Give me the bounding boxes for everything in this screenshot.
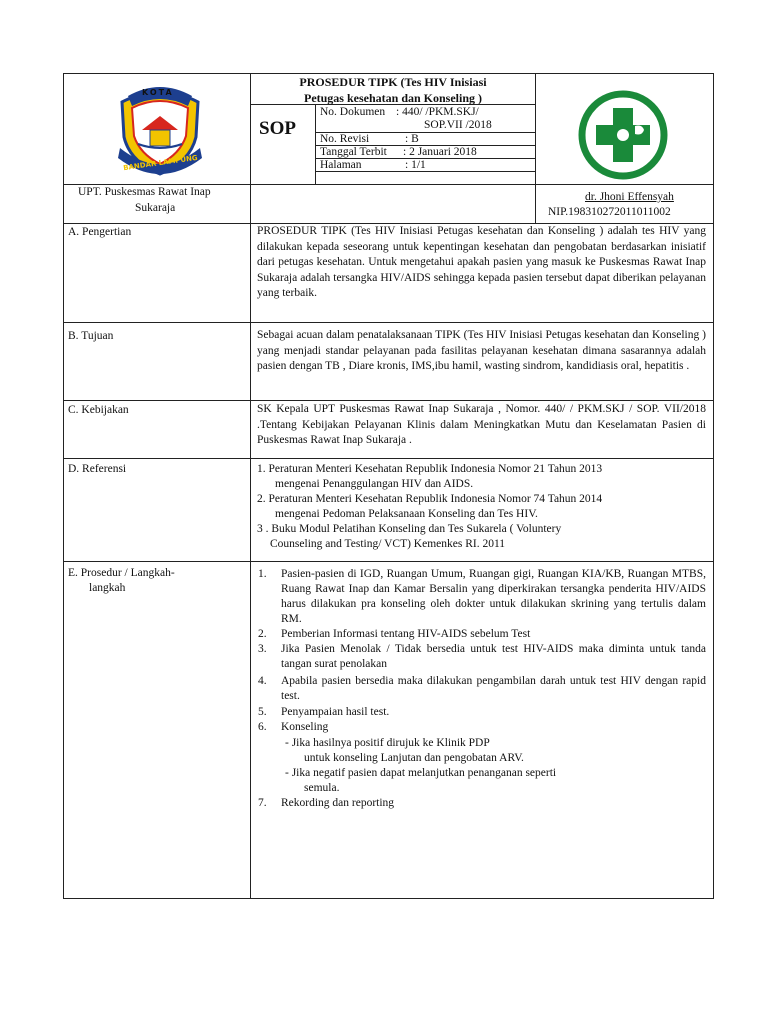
doc-no-value: : 440/ /PKM.SKJ/ [396, 106, 479, 118]
institution-line-2: Sukaraja [135, 202, 176, 214]
procedure-1-num: 1. [258, 568, 267, 580]
doc-no-label: No. Dokumen [320, 106, 386, 118]
section-e-label-line-1: E. Prosedur / Langkah- [68, 567, 175, 579]
revision-value: : B [405, 133, 419, 145]
document-title [252, 74, 534, 106]
procedure-3-text: Jika Pasien Menolak / Tidak bersedia untuk test HIV-AIDS maka diminta untuk tanda tangan surat penolakan [281, 643, 706, 670]
konseling-sub-2-line-1: - Jika negatif pasien dapat melanjutkan penanganan seperti [285, 767, 557, 779]
procedure-6-num: 6. [258, 721, 267, 733]
procedure-3-num: 3. [258, 643, 267, 655]
procedure-6-text: Konseling [281, 721, 329, 733]
city-emblem-logo [110, 82, 210, 177]
section-a-label: A. Pengertian [68, 226, 132, 238]
issue-date-label: Tanggal Terbit [320, 146, 387, 158]
page-label: Halaman [320, 159, 362, 171]
konseling-sub-1-line-2: untuk konseling Lanjutan dan pengobatan ARV. [304, 752, 524, 764]
procedure-7-text: Rekording dan reporting [281, 797, 395, 809]
konseling-sub-2-line-2: semula. [304, 782, 340, 794]
signer-nip: NIP.198310272011011002 [548, 206, 671, 218]
procedure-2-text: Pemberian Informasi tentang HIV-AIDS sebelum Test [281, 628, 531, 640]
sop-label: SOP [259, 118, 296, 139]
procedure-5-num: 5. [258, 706, 267, 718]
reference-item-2-line-2: mengenai Pedoman Pelaksanaan Konseling dan Tes HIV. [275, 508, 538, 520]
doc-no-value-2: SOP.VII /2018 [424, 119, 492, 131]
title-line-1: PROSEDUR TIPK (Tes HIV Inisiasi [299, 75, 487, 89]
logo-text-bottom: BANDAR LAMPUNG [122, 153, 199, 173]
section-e-label-line-2: langkah [89, 582, 126, 594]
procedure-5-text: Penyampaian hasil test. [281, 706, 390, 718]
reference-item-3-line-2: Counseling and Testing/ VCT) Kemenkes RI. 2011 [270, 538, 506, 550]
institution-line-1: UPT. Puskesmas Rawat Inap [78, 186, 211, 198]
reference-item-1-line-2: mengenai Penanggulangan HIV dan AIDS. [275, 478, 474, 490]
section-b-text: Sebagai acuan dalam penatalaksanaan TIPK (Tes HIV Inisiasi Petugas kesehatan dan Konseling ) yang menjadi standar pelayanan pada fasilitas pelayanan kesehatan dimana sasarannya adalah pasien dengan TB , Diare kronis, IMS,ibu hamil, wasting sindrom, kandidiasis oral, hepatitis . [257, 329, 706, 372]
revision-label: No. Revisi [320, 133, 370, 145]
title-line-2: Petugas kesehatan dan Konseling ) [303, 91, 483, 105]
procedure-1-text: Pasien-pasien di IGD, Ruangan Umum, Ruangan gigi, Ruangan KIA/KB, Ruangan MTBS, Ruang Rawat Inap dan Kamar Bersalin yang diperkirakan tersangka penderita HIV/AIDS harus dilakukan pra konseling oleh dokter untuk dilakukan skrining yang tertulis dalam RM. [281, 568, 706, 625]
section-d-label: D. Referensi [68, 463, 127, 475]
section-c-label: C. Kebijakan [68, 404, 129, 416]
issue-date-value: : 2 Januari 2018 [403, 146, 477, 158]
logo-text-top: KOTA [142, 88, 174, 97]
procedure-4-num: 4. [258, 675, 267, 687]
konseling-sub-1-line-1: - Jika hasilnya positif dirujuk ke Klinik PDP [285, 737, 490, 749]
procedure-4-text: Apabila pasien bersedia maka dilakukan pengambilan darah untuk test HIV dengan rapid test. [281, 675, 706, 702]
signer-name: dr. Jhoni Effensyah [585, 191, 674, 203]
procedure-2-num: 2. [258, 628, 267, 640]
reference-item-1-line-1: 1. Peraturan Menteri Kesehatan Republik Indonesia Nomor 21 Tahun 2013 [257, 463, 603, 475]
reference-item-3-line-1: 3 . Buku Modul Pelatihan Konseling dan Tes Sukarela ( Voluntery [257, 523, 562, 535]
puskesmas-logo [578, 90, 668, 180]
procedure-7-num: 7. [258, 797, 267, 809]
section-a-text: PROSEDUR TIPK (Tes HIV Inisiasi Petugas kesehatan dan Konseling ) adalah tes HIV yang dilakukan kepada seseorang untuk kepentingan kesehatan dan pengobatan berdasarkan inisiatif dari petugas kesehatan. Untuk mengetahui apakah pasien yang masuk ke Puskesmas Rawat Inap Sukaraja adalah tersangka HIV/AIDS sehingga kepada pasien tersebut dapat diberikan pelayanan yang terbaik. [257, 225, 706, 299]
section-c-text: SK Kepala UPT Puskesmas Rawat Inap Sukaraja , Nomor. 440/ / PKM.SKJ / SOP. VII/2018 .Tentang Kebijakan Pelayanan Klinis dalam Meningkatkan Mutu dan Keselamatan Pasien di Puskesmas Rawat Inap Sukaraja . [257, 403, 706, 446]
page-value: : 1/1 [405, 159, 426, 171]
section-b-label: B. Tujuan [68, 330, 114, 342]
reference-item-2-line-1: 2. Peraturan Menteri Kesehatan Republik Indonesia Nomor 74 Tahun 2014 [257, 493, 603, 505]
